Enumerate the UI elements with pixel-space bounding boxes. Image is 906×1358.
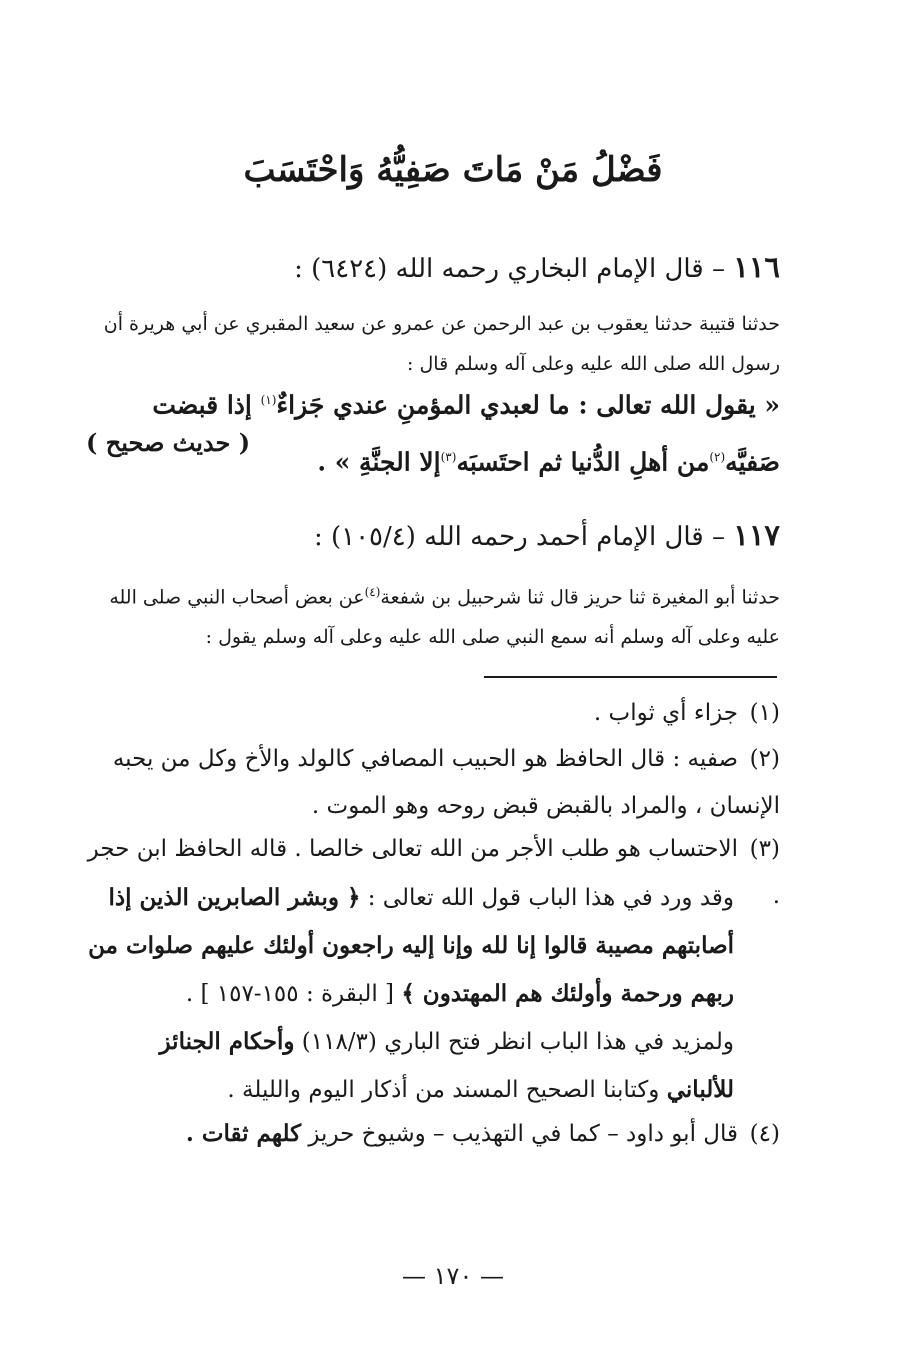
- footnote-marker: (٤): [749, 1121, 780, 1147]
- footnote-4: [86, 1110, 780, 1158]
- hadith-117-heading-text: – قال الإمام أحمد رحمه الله (١٠٥/٤) :: [313, 522, 725, 552]
- footnote-text: جزاء أي ثواب .: [593, 700, 738, 726]
- matn-part: من أهلِ الدُّنيا ثم احتَسبَه: [456, 447, 710, 477]
- matn-part: « يقول الله تعالى : ما لعبدي المؤمنِ عندي جَزاءٌ: [276, 390, 780, 420]
- isnad-part: حدثنا أبو المغيرة ثنا حريز قال ثنا شرحبيل بن شفعة: [380, 586, 780, 609]
- footnote-ref-4: (٤): [364, 585, 381, 599]
- verse-reference: [ البقرة : ١٥٥-١٥٧ ] .: [185, 981, 395, 1007]
- footnote-text-bold: كلهم ثقات .: [185, 1120, 302, 1147]
- further-reading-text: ولمزيد في هذا الباب انظر فتح الباري (١١٨/٣): [301, 1029, 734, 1055]
- footnote-marker: (٣): [749, 836, 780, 862]
- footnote-marker: (١): [749, 700, 780, 726]
- footnote-ref-3: (٣): [440, 450, 457, 465]
- further-reading-book: وأحكام الجنائز للألباني: [159, 1028, 734, 1103]
- footnote-text: صفيه : قال الحافظ هو الحبيب المصافي كالولد والأخ وكل من يحبه الإنسان ، والمراد بالقبض قبض روحه وهو الموت .: [112, 746, 780, 819]
- verse-intro: وقد ورد في هذا الباب قول الله تعالى :: [367, 885, 734, 911]
- footnote-2: [86, 736, 780, 830]
- footnote-separator: [484, 676, 777, 678]
- footnote-3-verse: [86, 874, 734, 1018]
- footnote-ref-1: (١): [260, 393, 277, 407]
- matn-part: إذا قبضت صَفيَّه: [152, 390, 780, 477]
- footnote-marker: (٢): [749, 746, 780, 772]
- hadith-116-heading-text: – قال الإمام البخاري رحمه الله (٦٤٢٤) :: [294, 254, 725, 284]
- hadith-117-isnad: [86, 572, 780, 657]
- footnote-3-further-reading: [86, 1018, 734, 1114]
- hadith-grade: ( حديث صحيح ): [86, 428, 251, 457]
- footnote-1: [86, 690, 780, 737]
- hadith-116-isnad: حدثنا قتيبة حدثنا يعقوب بن عبد الرحمن عن عمرو عن سعيد المقبري عن أبي هريرة أن رسول الله صلى الله عليه وعلى آله وسلم قال :: [103, 313, 780, 375]
- hadith-116-number: ١١٦: [733, 250, 780, 284]
- quran-verse: ﴿ وبشر الصابرين الذين إذا أصابتهم مصيبة قالوا إنا لله وإنا إليه راجعون أولئك عليهم صلوات من ربهم ورحمة وأولئك هم المهتدون ﴾: [88, 884, 734, 1007]
- further-reading-text: وكتابنا الصحيح المسند من أذكار اليوم والليلة .: [227, 1077, 660, 1103]
- hadith-117-heading: [90, 518, 780, 552]
- chapter-title: فَضْلُ مَنْ مَاتَ صَفِيُّهُ وَاحْتَسَبَ: [243, 150, 663, 190]
- matn-part: إلا الجنَّةِ » .: [317, 447, 441, 477]
- footnote-ref-2: (٢): [709, 450, 726, 465]
- hadith-116-heading: [90, 250, 780, 284]
- footnote-text: قال أبو داود – كما في التهذيب – وشيوخ حريز: [308, 1121, 738, 1147]
- hadith-117-number: ١١٧: [733, 518, 780, 552]
- isnad-part: عن بعض أصحاب النبي صلى الله عليه وعلى آله وسلم أنه سمع النبي صلى الله عليه وعلى آله وسلم يقول :: [109, 586, 780, 649]
- footnote-text: الاحتساب هو طلب الأجر من الله تعالى خالصا . قاله الحافظ ابن حجر .: [87, 836, 780, 909]
- page-number: — ١٧٠ —: [402, 1262, 504, 1290]
